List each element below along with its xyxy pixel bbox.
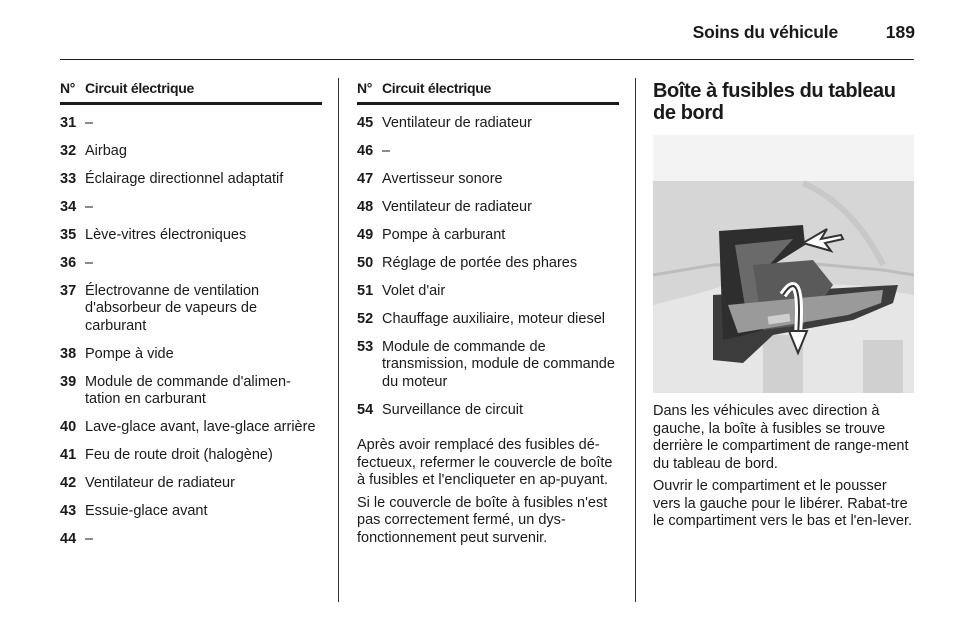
- table-row: [60, 171, 322, 189]
- circuit-description: Éclairage directionnel adaptatif: [85, 170, 284, 187]
- fuse-number: 32: [60, 142, 77, 159]
- fuse-number: 54: [357, 401, 374, 418]
- circuit-description: Pompe à vide: [85, 345, 174, 362]
- section-body: [653, 403, 915, 531]
- fuse-number: 47: [357, 170, 374, 187]
- table-row: [357, 283, 619, 301]
- table-row: [60, 143, 322, 161]
- fuse-number: 36: [60, 254, 77, 271]
- fuse-number: 39: [60, 373, 77, 390]
- table-row: [357, 199, 619, 217]
- fuse-number: 44: [60, 531, 77, 547]
- fuse-number: 50: [357, 254, 374, 271]
- circuit-description: Airbag: [85, 142, 127, 159]
- fuse-number: 33: [60, 170, 77, 187]
- circuit-description: Pompe à carburant: [382, 226, 506, 243]
- circuit-description: Lève-vitres électroniques: [85, 226, 247, 243]
- circuit-description: Chauffage auxiliaire, moteur diesel: [382, 310, 606, 327]
- table-row: [357, 311, 619, 329]
- column-header-circuit: Circuit électrique: [85, 80, 194, 96]
- fuse-number: 48: [357, 198, 374, 215]
- table-header: [357, 80, 619, 105]
- circuit-description: Électrovanne de ventilation d'absorbeur de vapeurs de carburant: [85, 282, 260, 334]
- table-row: [60, 447, 322, 465]
- table-row: [60, 283, 322, 336]
- fuse-number: 37: [60, 282, 77, 299]
- section-title: Boîte à fusibles du tableau de bord: [653, 80, 896, 124]
- table-row: [357, 402, 619, 420]
- column-divider: [635, 78, 636, 602]
- fuse-number: 52: [357, 310, 374, 327]
- table-row: [60, 475, 322, 493]
- page-number: 189: [885, 22, 915, 42]
- table-body: [60, 115, 322, 549]
- fuse-number: 45: [357, 114, 374, 131]
- fuse-number: 49: [357, 226, 374, 243]
- fuse-number: 41: [60, 447, 77, 463]
- fuse-number: 53: [357, 338, 374, 355]
- table-row: [60, 419, 322, 437]
- fuse-number: 38: [60, 345, 77, 362]
- table-row: [60, 531, 322, 549]
- table-row: [60, 503, 322, 521]
- fuse-number: 31: [60, 114, 77, 131]
- fuse-box-drawing: [653, 135, 914, 393]
- table-row: [60, 199, 322, 217]
- circuit-description: Essuie-glace avant: [85, 503, 208, 519]
- table-row: [357, 115, 619, 133]
- circuit-description: –: [382, 142, 391, 159]
- running-header-title: Soins du véhicule: [692, 22, 838, 42]
- fuse-replacement-notes: [357, 437, 619, 547]
- fuse-number: 40: [60, 419, 77, 435]
- circuit-description: –: [85, 531, 94, 547]
- fuse-number: 43: [60, 503, 77, 519]
- paragraph: Après avoir remplacé des fusibles dé-fectueux, refermer le couvercle de boîte à fusibles et l'encliqueter en ap-puyant.: [357, 437, 613, 488]
- fuse-number: 46: [357, 142, 374, 159]
- circuit-description: Module de commande d'alimen-tation en carburant: [85, 373, 291, 407]
- table-row: [357, 171, 619, 189]
- instrument-panel-fuse-box-section: [653, 80, 915, 531]
- column-divider: [338, 78, 339, 602]
- circuit-description: Feu de route droit (halogène): [85, 447, 273, 463]
- table-row: [60, 227, 322, 245]
- fuse-number: 35: [60, 226, 77, 243]
- circuit-description: Lave-glace avant, lave-glace arrière: [85, 419, 316, 435]
- circuit-description: Volet d'air: [382, 282, 446, 299]
- paragraph: Ouvrir le compartiment et le pousser vers la gauche pour le libérer. Rabat-tre le compartiment vers le bas et l'en-lever.: [653, 478, 913, 529]
- circuit-description: –: [85, 114, 94, 131]
- column-header-circuit: Circuit électrique: [382, 80, 491, 96]
- circuit-description: Ventilateur de radiateur: [85, 475, 235, 491]
- table-row: [60, 346, 322, 364]
- fuse-table-2: [357, 80, 619, 547]
- paragraph: Dans les véhicules avec direction à gauche, la boîte à fusibles se trouve derrière le compartiment de range-ment du tableau de bord.: [653, 403, 909, 472]
- table-header: [60, 80, 322, 105]
- header-rule: [60, 59, 914, 60]
- table-row: [357, 339, 619, 392]
- circuit-description: Surveillance de circuit: [382, 401, 524, 418]
- circuit-description: –: [85, 254, 94, 271]
- paragraph: Si le couvercle de boîte à fusibles n'est pas correctement fermé, un dys-fonctionnement peut survenir.: [357, 494, 608, 546]
- table-row: [357, 255, 619, 273]
- circuit-description: Avertisseur sonore: [382, 170, 503, 187]
- table-row: [60, 255, 322, 273]
- circuit-description: –: [85, 198, 94, 215]
- circuit-description: Ventilateur de radiateur: [382, 114, 532, 131]
- table-row: [357, 227, 619, 245]
- circuit-description: Ventilateur de radiateur: [382, 198, 532, 215]
- table-row: [357, 143, 619, 161]
- fuse-table-1: [60, 80, 322, 549]
- fuse-number: 34: [60, 198, 77, 215]
- fuse-number: 42: [60, 475, 77, 491]
- fuse-number: 51: [357, 282, 374, 299]
- circuit-description: Module de commande de transmission, module de commande du moteur: [382, 338, 615, 390]
- column-header-number: N°: [357, 80, 373, 96]
- table-row: [60, 115, 322, 133]
- column-header-number: N°: [60, 80, 76, 96]
- table-body: [357, 115, 619, 420]
- fuse-box-illustration: [653, 135, 914, 393]
- table-row: [60, 374, 322, 409]
- circuit-description: Réglage de portée des phares: [382, 254, 578, 271]
